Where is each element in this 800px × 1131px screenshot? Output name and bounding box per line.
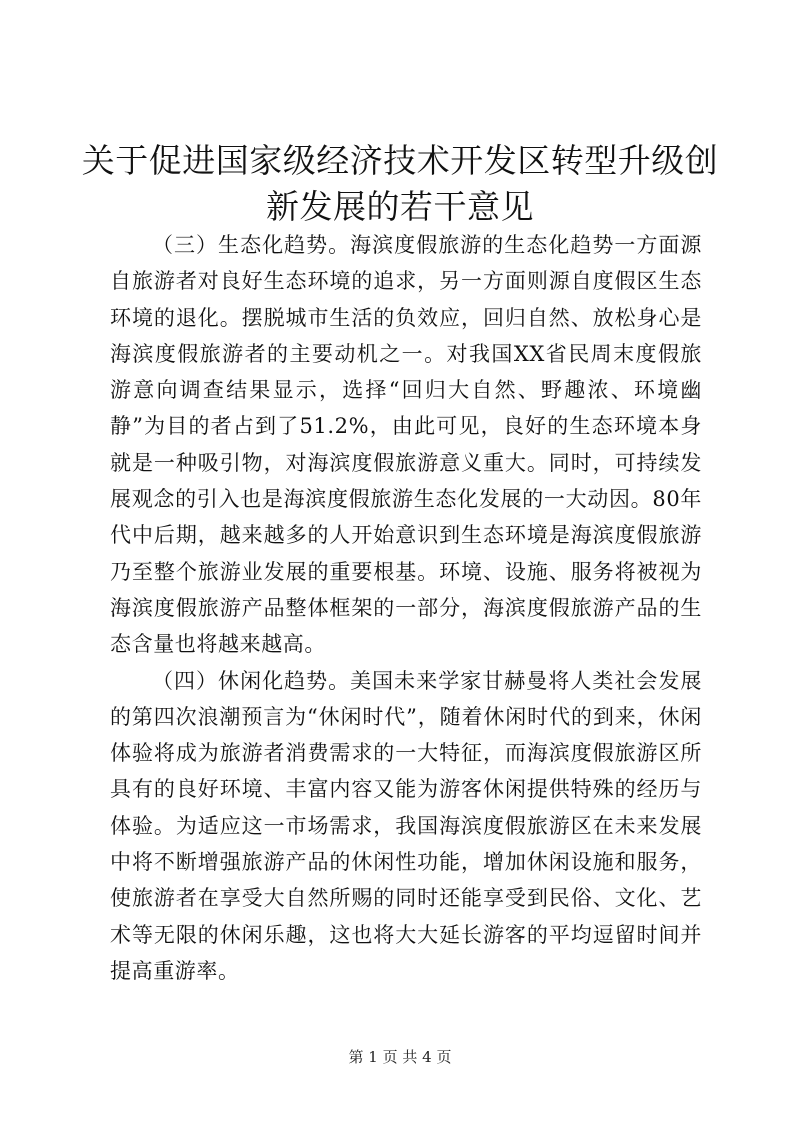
page-number-footer: 第 1 页 共 4 页	[348, 1048, 452, 1066]
document-body	[110, 227, 702, 989]
document-title: 关于促进国家级经济技术开发区转型升级创新发展的若干意见	[81, 141, 719, 226]
paragraph-leisure-trend: （四）休闲化趋势。美国未来学家甘赫曼将人类社会发展的第四次浪潮预言为“休闲时代”，随着休闲时代的到来，休闲体验将成为旅游者消费需求的一大特征，而海滨度假旅游区所具有的良好环境、丰富内容又能为游客休闲提供特殊的经历与体验。为适应这一市场需求，我国海滨度假旅游区在未来发展中将不断增强旅游产品的休闲性功能，增加休闲设施和服务，使旅游者在享受大自然所赐的同时还能享受到民俗、文化、艺术等无限的休闲乐趣，这也将大大延长游客的平均逗留时间并提高重游率。	[110, 668, 702, 983]
paragraph-ecological-trend: （三）生态化趋势。海滨度假旅游的生态化趋势一方面源自旅游者对良好生态环境的追求，另一方面则源自度假区生态环境的退化。摆脱城市生活的负效应，回归自然、放松身心是海滨度假旅游者的主要动机之一。对我国XX省民周末度假旅游意向调查结果显示，选择“回归大自然、野趣浓、环境幽静”为目的者占到了51.2%，由此可见，良好的生态环境本身就是一种吸引物，对海滨度假旅游意义重大。同时，可持续发展观念的引入也是海滨度假旅游生态化发展的一大动因。80年代中后期，越来越多的人开始意识到生态环境是海滨度假旅游乃至整个旅游业发展的重要根基。环境、设施、服务将被视为海滨度假旅游产品整体框架的一部分，海滨度假旅游产品的生态含量也将越来越高。	[110, 233, 702, 657]
